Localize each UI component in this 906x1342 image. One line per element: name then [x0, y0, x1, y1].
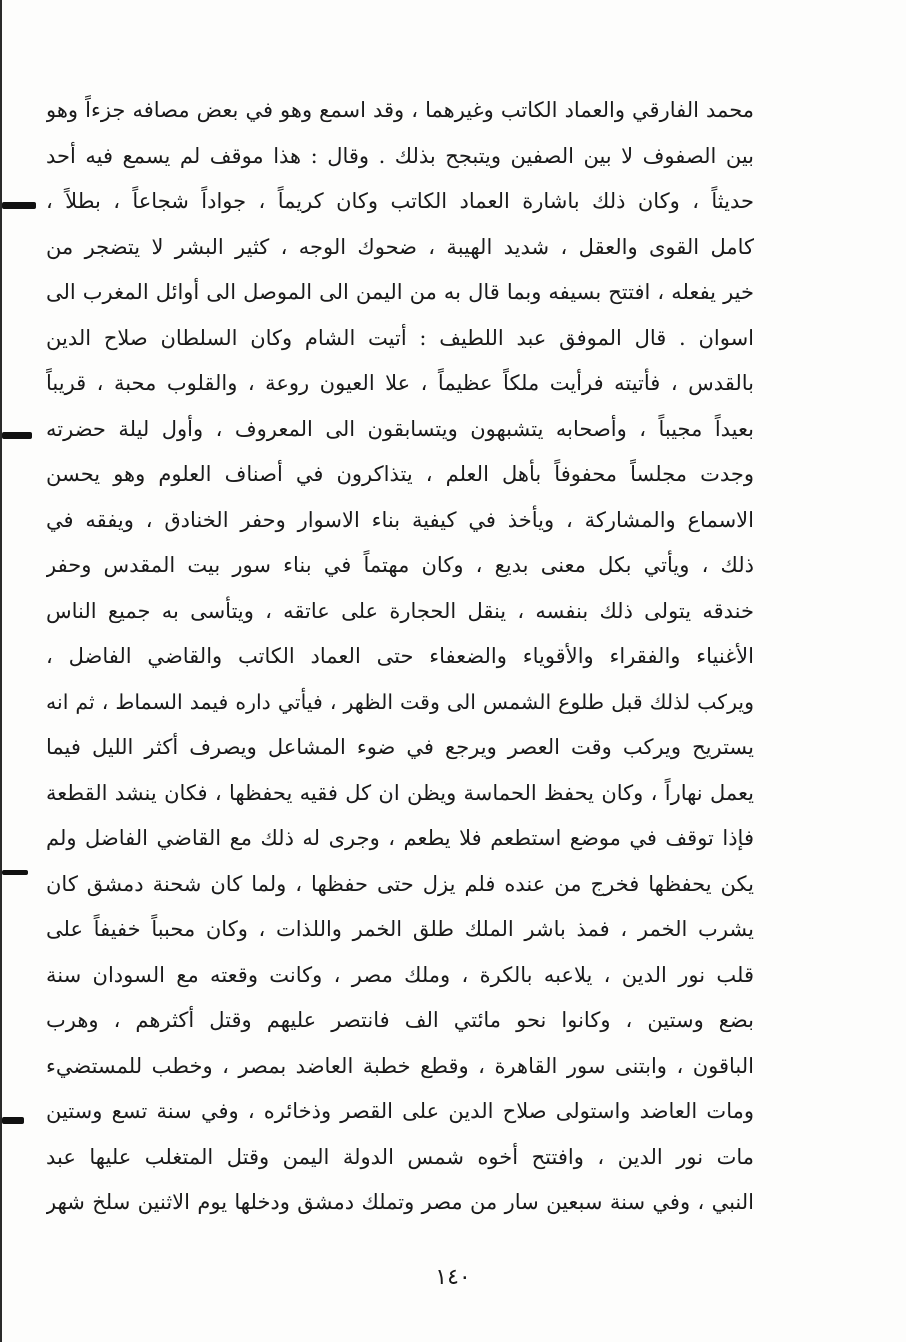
text-line: ويركب لذلك قبل طلوع الشمس الى وقت الظهر ، فيأتي داره فيمد السماط ، ثم انه [46, 689, 754, 714]
text-line: محمد الفارقي والعماد الكاتب وغيرهما ، وقد اسمع وهو في بعض مصافه جزءاً وهو [46, 98, 754, 122]
page-number: ١٤٠ [435, 1265, 471, 1290]
text-line: يشرب الخمر ، فمذ باشر الملك طلق الخمر واللذات ، وكان محبباً خفيفاً على [46, 917, 754, 941]
text-line: يكن يحفظها فخرج من عنده فلم يزل حتى حفظها ، ولما كان شحنة دمشق كان [46, 871, 754, 896]
text-line: يستريح ويركب وقت العصر ويرجع في ضوء المشاعل ويصرف أكثر الليل فيما [46, 735, 754, 759]
text-line: الباقون ، وابتنى سور القاهرة ، وقطع خطبة العاضد بمصر ، وخطب للمستضيء [46, 1053, 754, 1078]
margin-mark [2, 432, 32, 439]
text-line: الاسماع والمشاركة ، ويأخذ في كيفية بناء الاسوار وحفر الخنادق ، ويفقه في [46, 507, 754, 532]
margin-mark [2, 202, 36, 209]
text-line: بين الصفوف لا بين الصفين ويتبجح بذلك . وقال : هذا موقف لم يسمع فيه أحد [46, 143, 754, 168]
text-line: الأغنياء والفقراء والأقوياء والضعفاء حتى العماد الكاتب والقاضي الفاضل ، [46, 644, 754, 668]
margin-mark [2, 870, 28, 875]
text-line: ومات العاضد واستولى صلاح الدين على القصر وذخائره ، وفي سنة تسع وستين [46, 1099, 754, 1123]
margin-mark [2, 1117, 24, 1124]
text-line: حديثاً ، وكان ذلك باشارة العماد الكاتب وكان كريماً ، جواداً شجاعاً ، بطلاً ، [46, 189, 754, 213]
text-line: ذلك ، ويأتي بكل معنى بديع ، وكان مهتماً في بناء سور بيت المقدس وحفر [46, 553, 754, 577]
text-line: بالقدس ، فأتيته فرأيت ملكاً عظيماً ، علا العيون روعة ، والقلوب محبة ، قريباً [46, 371, 754, 395]
body-text [46, 88, 754, 1226]
text-line: اسوان . قال الموفق عبد اللطيف : أتيت الشام وكان السلطان صلاح الدين [46, 325, 754, 350]
text-line: كامل القوى والعقل ، شديد الهيبة ، ضحوك الوجه ، كثير البشر لا يتضجر من [46, 234, 754, 259]
text-line: بعيداً مجيباً ، وأصحابه يتشبهون ويتسابقون الى المعروف ، وأول ليلة حضرته [46, 416, 754, 441]
text-line: خندقه يتولى ذلك بنفسه ، ينقل الحجارة على عاتقه ، ويتأسى به جميع الناس [46, 598, 754, 623]
text-line: النبي ، وفي سنة سبعين سار من مصر وتملك دمشق ودخلها يوم الاثنين سلخ شهر [46, 1190, 754, 1214]
text-line: وجدت مجلساً محفوفاً بأهل العلم ، يتذاكرون في أصناف العلوم وهو يحسن [46, 462, 754, 486]
text-line: مات نور الدين ، وافتتح أخوه شمس الدولة اليمن وقتل المتغلب عليها عبد [46, 1144, 754, 1169]
text-line: بضع وستين ، وكانوا نحو مائتي الف فانتصر عليهم وقتل أكثرهم ، وهرب [46, 1008, 754, 1032]
text-line: فإذا توقف في موضع استطعم فلا يطعم ، وجرى له ذلك مع القاضي الفاضل ولم [46, 826, 754, 850]
text-line: قلب نور الدين ، يلاعبه بالكرة ، وملك مصر ، وكانت وقعته مع السودان سنة [46, 962, 754, 987]
text-line: يعمل نهاراً ، وكان يحفظ الحماسة ويظن ان كل فقيه يحفظها ، فكان ينشد القطعة [46, 780, 754, 805]
page-edge-rule [0, 0, 2, 1342]
text-line: خير يفعله ، افتتح بسيفه وبما قال به من اليمن الى الموصل الى أوائل المغرب الى [46, 280, 754, 304]
